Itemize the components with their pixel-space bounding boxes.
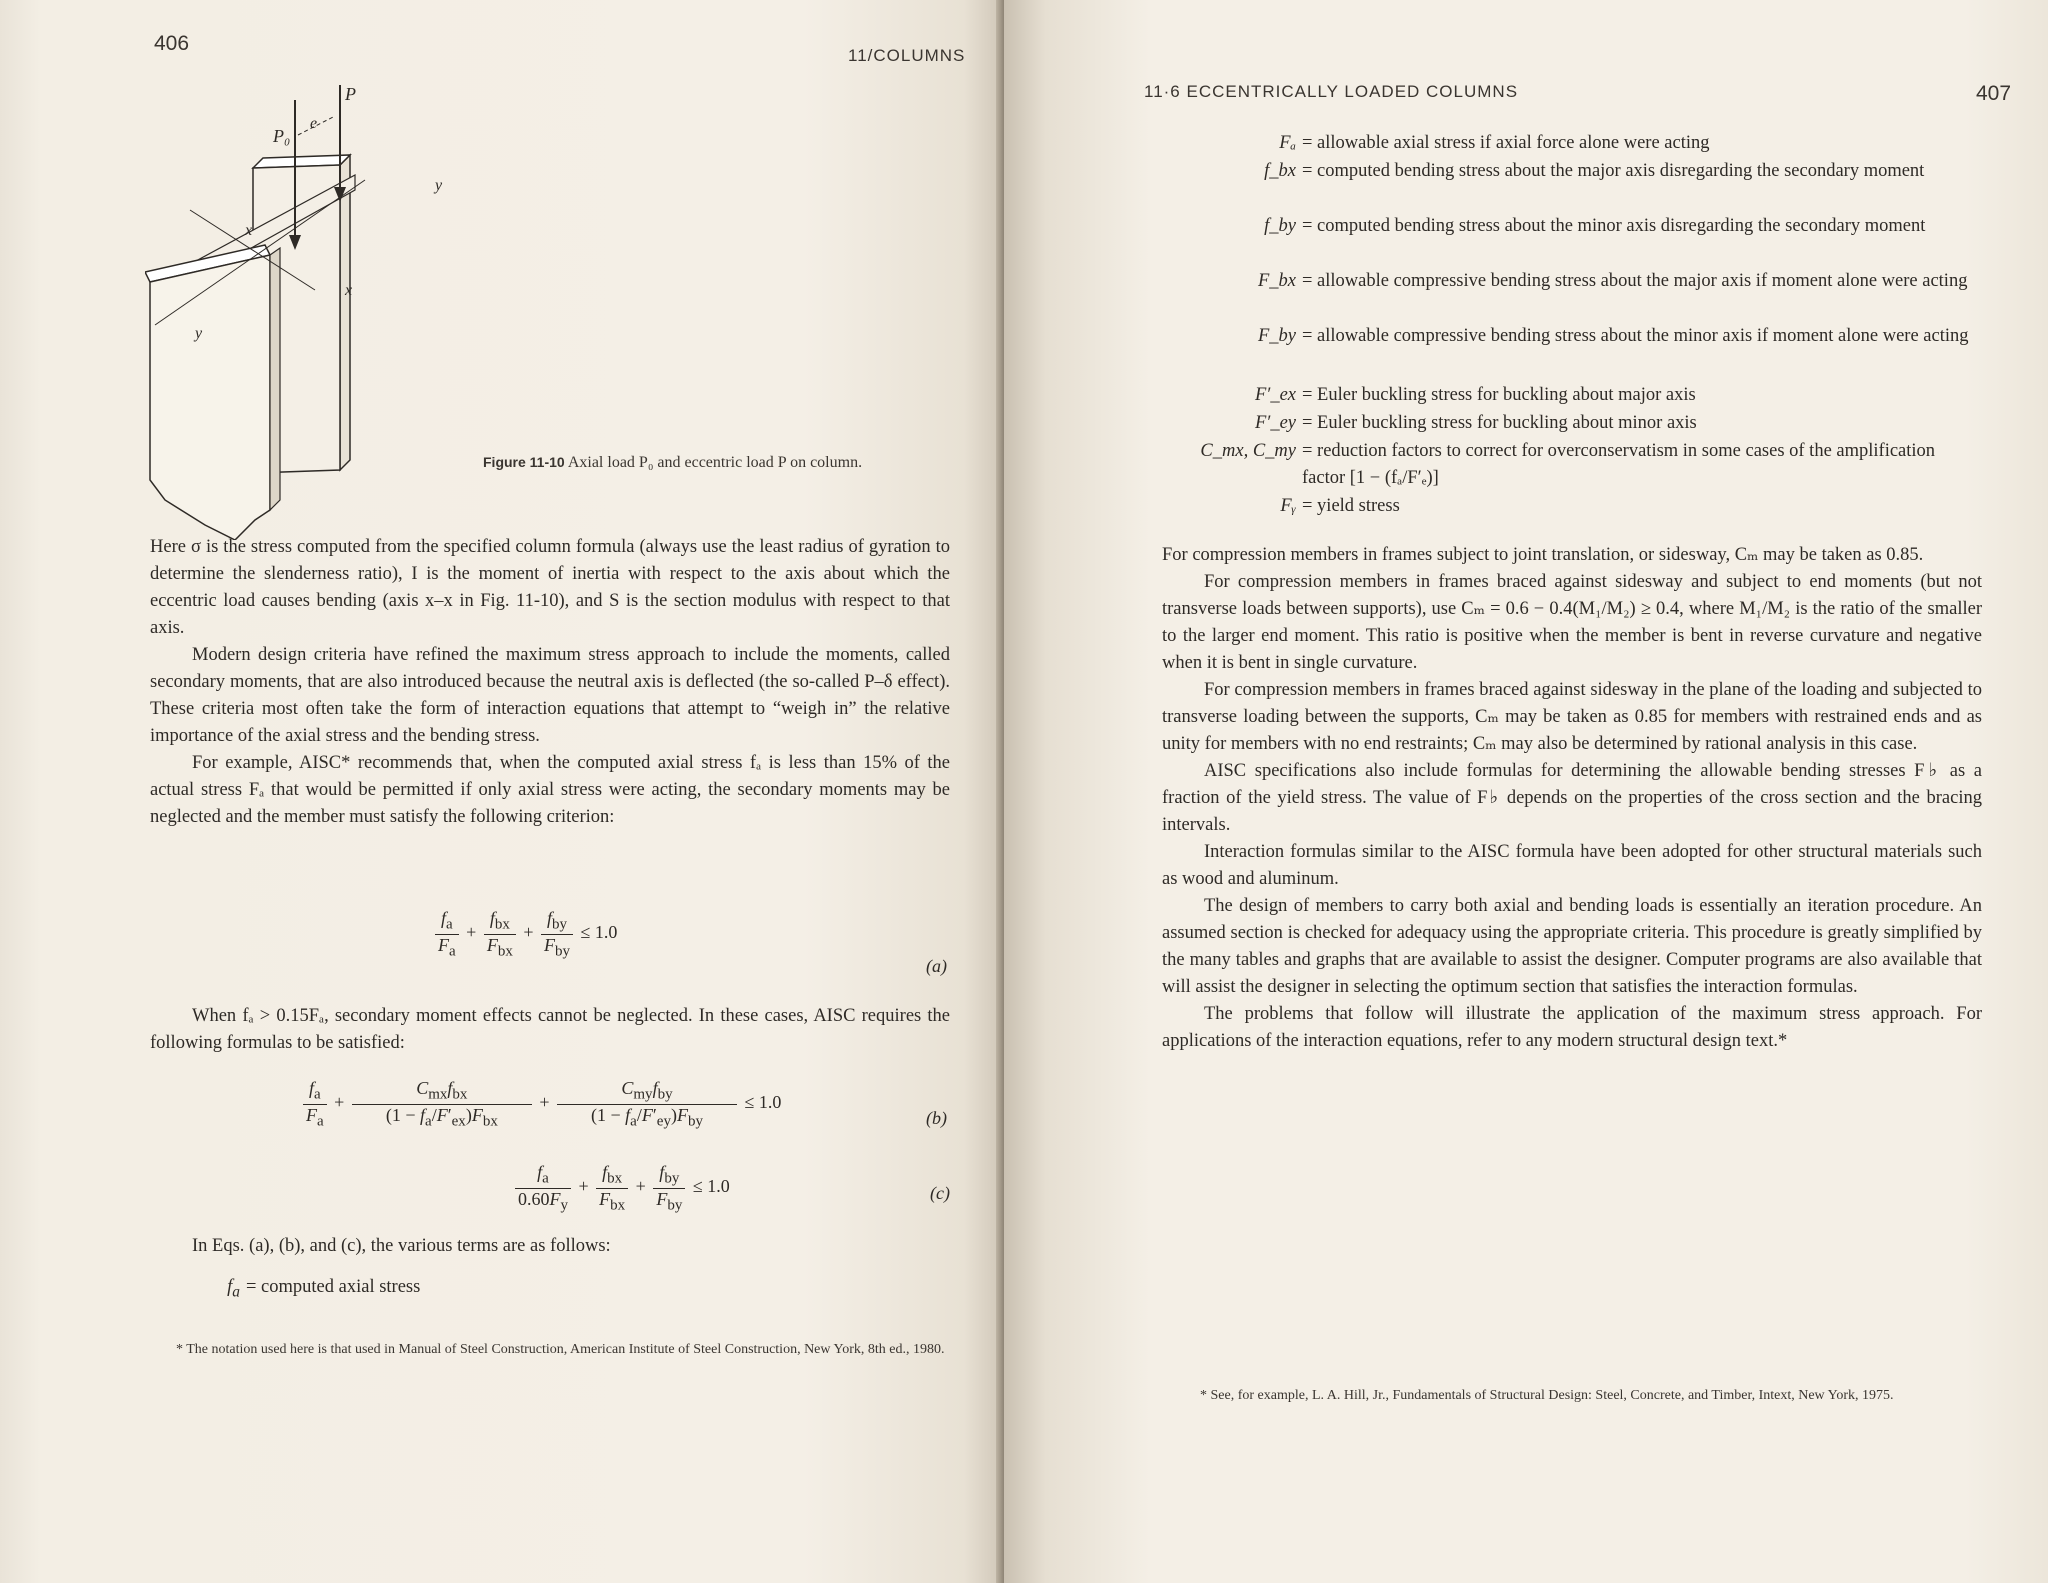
load-p-label: P bbox=[345, 84, 356, 104]
caption-label: Figure 11-10 bbox=[483, 454, 565, 470]
term-item: Fₐ = allowable axial stress if axial force alone were acting bbox=[1279, 133, 1710, 153]
page-number: 407 bbox=[1976, 82, 2012, 105]
paragraph: The problems that follow will illustrate the application of the maximum stress approach. For applications of the interaction equations, refer to any modern structural design text.* bbox=[1162, 1004, 1982, 1051]
page-number: 406 bbox=[154, 32, 190, 55]
paragraph: Modern design criteria have refined the maximum stress approach to include the moments, called secondary moments, that are also introduced because the neutral axis is deflected (the so-called P–δ effect). These criteria most often take the form of interaction equations that attempt to “weigh in” the relative importance of the axial stress and the bending stress. bbox=[150, 645, 950, 746]
right-footnote: * See, for example, L. A. Hill, Jr., Fundamentals of Structural Design: Steel, Concrete, and Timber, Intext, New York, 1975. bbox=[1200, 1388, 1894, 1403]
right-body bbox=[1162, 542, 1982, 1055]
term-item: f_bx = computed bending stress about the major axis disregarding the secondary moment bbox=[1264, 161, 1925, 181]
paragraph: The design of members to carry both axial and bending loads is essentially an iteration procedure. An assumed section is checked for adequacy using the appropriate criteria. This procedure is greatly simplified by the many tables and graphs that are available to assist the designer. Computer programs are also available that will assist the designer in selecting the optimum section that satisfies the interaction formulas. bbox=[1162, 896, 1982, 997]
left-body-mid bbox=[150, 1003, 950, 1057]
left-page bbox=[0, 0, 1004, 1583]
equation-a-label: (a) bbox=[926, 956, 947, 976]
running-head: 11/COLUMNS bbox=[848, 46, 966, 65]
paragraph: For example, AISC* recommends that, when the computed axial stress fₐ is less than 15% of the actual stress Fₐ that would be permitted if only axial stress were acting, the secondary moments may be neglected and the member must satisfy the following criterion: bbox=[150, 753, 950, 827]
x-axis-label-right: x bbox=[345, 282, 353, 299]
left-body-top bbox=[150, 534, 950, 831]
equation-c: $\frac{f_a}{0.60F_y}$ + $\frac{f_{bx}}{F_{bx}}$ + $\frac{f_{by}}{F_{by}}$ ≤ 1.0 bbox=[512, 1162, 730, 1214]
paragraph: For compression members in frames braced against sidesway and subject to end moments (but not transverse loads between supports), use Cₘ = 0.6 − 0.4(M₁/M₂) ≥ 0.4, where M₁/M₂ is the ratio of the smaller to the larger end moment. This ratio is positive when the member is bent in reverse curvature and negative when it is bent in single curvature. bbox=[1162, 572, 1982, 673]
term-item: F_bx = allowable compressive bending stress about the major axis if moment alone were acting bbox=[1257, 271, 1968, 291]
equation-c-label: (c) bbox=[930, 1183, 950, 1203]
equation-b: $\frac{f_a}{F_a}$ + $\frac{C_{mx}f_{bx}}{(1 - f_a/F'_{ex})F_{bx}}$ + $\frac{C_{my}f_{by}}{(1 - f_a/F'_{ey})F_{by}}$ ≤ 1.0 bbox=[300, 1078, 781, 1130]
left-footnote: * The notation used here is that used in Manual of Steel Construction, American Institute of Steel Construction, New York, 8th ed., 1980. bbox=[176, 1342, 945, 1357]
paragraph: AISC specifications also include formulas for determining the allowable bending stresses F♭ as a fraction of the yield stress. The value of F♭ depends on the properties of the cross section and the bracing intervals. bbox=[1162, 761, 1982, 835]
paragraph: Here σ is the stress computed from the specified column formula (always use the least radius of gyration to determine the slenderness ratio), I is the moment of inertia with respect to the axis about which the eccentric load causes bending (axis x–x in Fig. 11-10), and S is the section modulus with respect to that axis. bbox=[150, 537, 950, 638]
left-body-bottom bbox=[150, 1233, 950, 1260]
term-item: C_mx, C_my = reduction factors to correct for overconservatism in some cases of the amplification factor [1 − (fₐ/F′ₑ)] bbox=[1200, 441, 1936, 488]
paragraph: In Eqs. (a), (b), and (c), the various terms are as follows: bbox=[192, 1236, 611, 1256]
y-axis-label-bottom: y bbox=[195, 325, 203, 342]
load-p0-label: P₀ bbox=[273, 126, 291, 146]
term-item: F′_ey = Euler buckling stress for buckling about minor axis bbox=[1254, 413, 1697, 433]
paragraph: When fₐ > 0.15Fₐ, secondary moment effects cannot be neglected. In these cases, AISC requires the following formulas to be satisfied: bbox=[150, 1006, 950, 1053]
term-item: F_by = allowable compressive bending stress about the minor axis if moment alone were acting bbox=[1257, 326, 1969, 346]
column-figure bbox=[145, 80, 475, 540]
caption-text: Axial load P₀ and eccentric load P on column. bbox=[567, 454, 863, 471]
paragraph: Interaction formulas similar to the AISC formula have been adopted for other structural materials such as wood and aluminum. bbox=[1162, 842, 1982, 889]
term-item: Fᵧ = yield stress bbox=[1280, 496, 1400, 516]
paragraph: For compression members in frames braced against sidesway in the plane of the loading and subjected to transverse loading between the supports, Cₘ may be taken as 0.85 for members with restrained ends and as unity for members with no end restraints; Cₘ may also be determined by rational analysis in this case. bbox=[1162, 680, 1982, 754]
equation-b-label: (b) bbox=[926, 1108, 947, 1128]
term-item: f_by = computed bending stress about the minor axis disregarding the secondary moment bbox=[1264, 216, 1926, 236]
x-axis-label-left: x bbox=[245, 222, 253, 239]
y-axis-label-top: y bbox=[435, 177, 443, 194]
figure-caption bbox=[483, 452, 903, 473]
equation-a: $\frac{f_a}{F_a}$ + $\frac{f_{bx}}{F_{bx}}$ + $\frac{f_{by}}{F_{by}}$ ≤ 1.0 bbox=[432, 908, 617, 960]
right-page bbox=[1004, 0, 2048, 1583]
running-head: 11·6 ECCENTRICALLY LOADED COLUMNS bbox=[1144, 82, 1519, 101]
eccentricity-label: e bbox=[310, 115, 318, 132]
term-item: F′_ex = Euler buckling stress for buckling about major axis bbox=[1254, 385, 1696, 405]
term-fa: $f_a$ = computed axial stress bbox=[227, 1277, 421, 1301]
paragraph: For compression members in frames subject to joint translation, or sidesway, Cₘ may be taken as 0.85. bbox=[1162, 545, 1924, 565]
